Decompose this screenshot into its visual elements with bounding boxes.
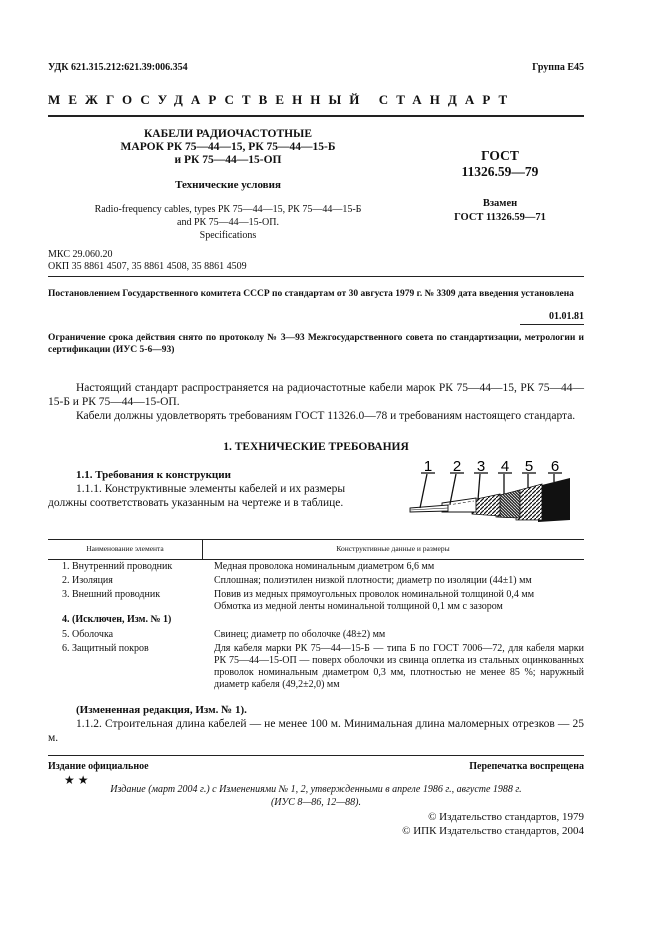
- table-header-data: Конструктивные данные и размеры: [336, 544, 450, 553]
- table-row-6-name: 6. Защитный покров: [62, 643, 149, 654]
- copyright-2004: © ИПК Издательство стандартов, 2004: [402, 825, 584, 837]
- date-underline: [520, 324, 584, 325]
- intro-paragraph-1: Настоящий стандарт распространяется на радиочастотные кабели марок РК 75—44—15, РК 75—44—15-Б и РК 75—44—15-ОП.: [48, 382, 584, 408]
- table-row-2-name: 2. Изоляция: [62, 575, 113, 586]
- table-row-5-name: 5. Оболочка: [62, 629, 114, 640]
- figure-label-2: 2: [452, 458, 462, 475]
- decree-paragraph: Постановлением Государственного комитета СССР по стандартам от 30 августа 1979 г. № 3309 дата введения установлена: [48, 289, 574, 299]
- figure-label-4: 4: [500, 458, 510, 475]
- table-row-2-data: Сплошная; полиэтилен низкой плотности; диаметр по изоляции (44±1) мм: [214, 575, 532, 586]
- figure-label-6: 6: [550, 458, 560, 475]
- replaces-standard: Взамен ГОСТ 11326.59—71: [454, 198, 546, 223]
- subsection-title: 1.1. Требования к конструкции: [76, 469, 231, 481]
- section-title: 1. ТЕХНИЧЕСКИЕ ТРЕБОВАНИЯ: [223, 441, 409, 453]
- table-row-1-data: Медная проволока номинальным диаметром 6,6 мм: [214, 561, 435, 572]
- table-row-3-data-2: Обмотка из медной ленты номинальной толщиной 0,1 мм с зазором: [214, 601, 503, 612]
- intro-paragraph-2: Кабели должны удовлетворять требованиям ГОСТ 11326.0—78 и требованиям настоящего стандарта.: [76, 410, 576, 422]
- table-row-6-data: Для кабеля марки РК 75—44—15-Б — типа Б по ГОСТ 7006—72, для кабеля марки РК 75—44—15-ОП — поверх оболочки из свинца оплетка из стальных оцинкованных проволок номинальным диаметром 0,3 мм, плотностью не менее 85 %; наружный диаметр кабеля (49,2±2,0) мм: [214, 643, 584, 690]
- table-row-5-data: Свинец; диаметр по оболочке (48±2) мм: [214, 629, 386, 640]
- table-row-1-name: 1. Внутренний проводник: [62, 561, 173, 572]
- clause-1-1-1: 1.1.1. Конструктивные элементы кабелей и их размеры должны соответствовать указанным на чертеже и в таблице.: [48, 483, 346, 509]
- table-header-name: Наименование элемента: [86, 544, 164, 553]
- table-row-3-name: 3. Внешний проводник: [62, 589, 161, 600]
- outer-cover-shape: [538, 478, 570, 522]
- figure-label-5: 5: [524, 458, 534, 475]
- official-edition: Издание официальное: [48, 761, 149, 772]
- edition-note: Издание (март 2004 г.) с Изменениями № 1, 2, утвержденными в апреле 1986 г., августе 1988 г. (ИУС 8—86, 12—88).: [110, 784, 522, 808]
- table-row-3-data: Повив из медных прямоугольных проволок номинальной толщиной 0,4 мм: [214, 589, 535, 600]
- figure-label-3: 3: [476, 458, 486, 475]
- figure-label-1: 1: [423, 458, 433, 475]
- gost-number: ГОСТ 11326.59—79: [461, 148, 539, 179]
- udk-code: УДК 621.315.212:621.39:006.354: [48, 62, 188, 73]
- document-subtitle: Технические условия: [175, 179, 281, 191]
- amended-note: (Измененная редакция, Изм. № 1).: [76, 704, 247, 716]
- star-marks: ★ ★: [64, 773, 89, 787]
- group-code: Группа Е45: [532, 62, 584, 73]
- header-rule: [48, 115, 584, 117]
- reprint-prohibited: Перепечатка воспрещена: [469, 761, 584, 772]
- table-row-4-name: 4. (Исключен, Изм. № 1): [62, 614, 172, 625]
- classification-codes: МКС 29.060.20 ОКП 35 8861 4507, 35 8861 4508, 35 8861 4509: [48, 249, 247, 272]
- document-title: КАБЕЛИ РАДИОЧАСТОТНЫЕ МАРОК РК 75—44—15, РК 75—44—15-Б и РК 75—44—15-ОП: [120, 128, 336, 166]
- construction-table: [48, 539, 584, 691]
- codes-rule: [48, 276, 584, 277]
- english-title: Radio-frequency cables, types РК 75—44—15, РК 75—44—15-Б and РК 75—44—15-ОП. Specifications: [94, 204, 362, 241]
- effective-date: 01.01.81: [549, 311, 584, 322]
- copyright-1979: © Издательство стандартов, 1979: [428, 811, 584, 823]
- limitation-paragraph: Ограничение срока действия снято по протоколу № 3—93 Межгосударственного совета по стандартизации, метрологии и сертификации (ИУС 5-6—93): [48, 333, 584, 355]
- standard-banner: МЕЖГОСУДАРСТВЕННЫЙ СТАНДАРТ: [48, 92, 516, 107]
- footer-rule: [48, 755, 584, 756]
- clause-1-1-2: 1.1.2. Строительная длина кабелей — не менее 100 м. Минимальная длина маломерных отрезков — 25 м.: [48, 718, 584, 744]
- cable-cross-section-figure: [408, 458, 584, 530]
